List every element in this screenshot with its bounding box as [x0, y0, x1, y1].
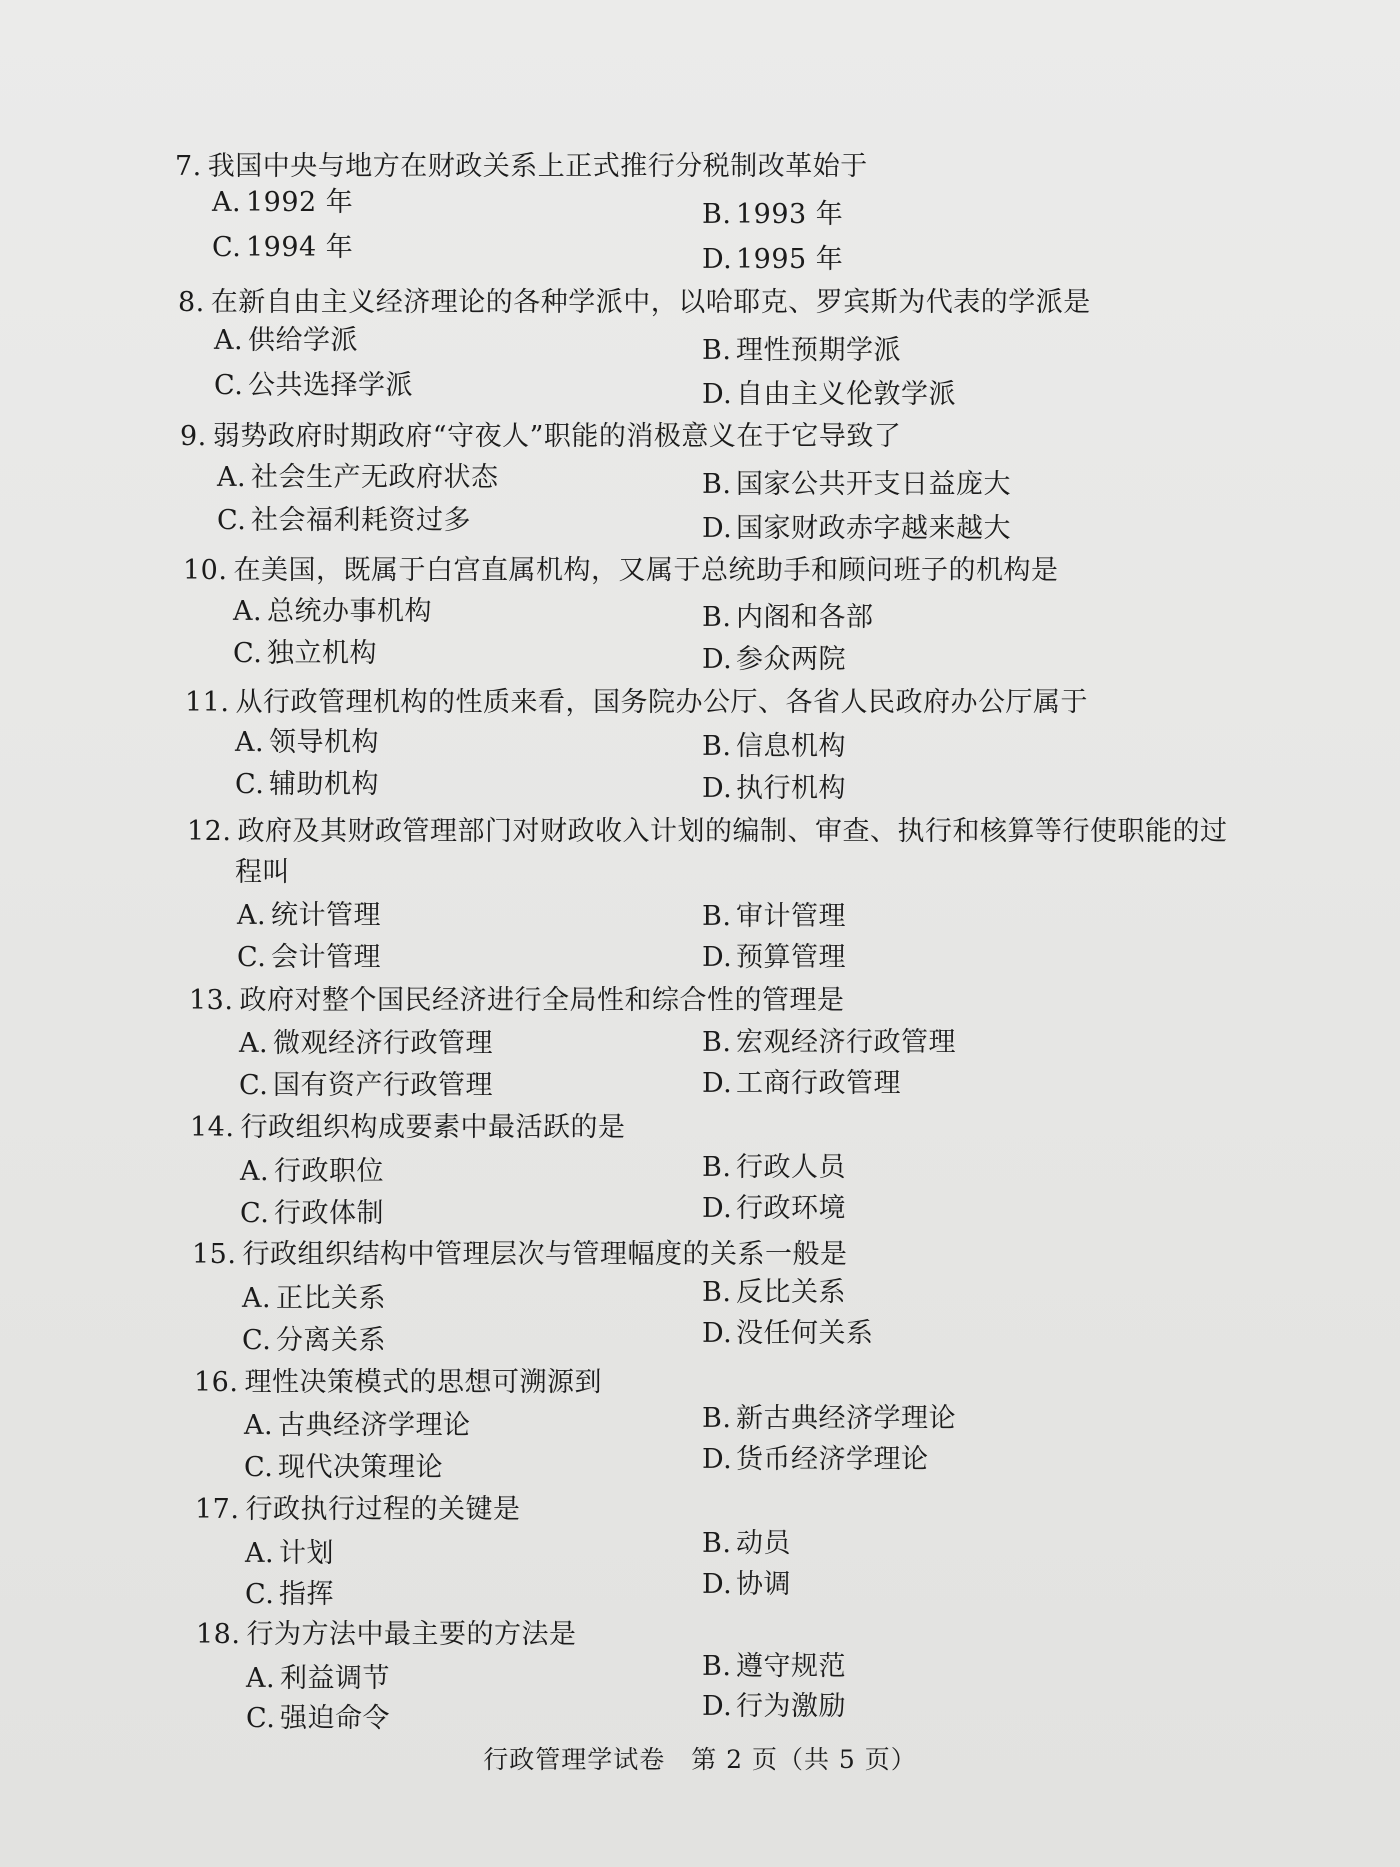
option-d [702, 512, 1011, 546]
question-number: 17. [195, 1494, 240, 1525]
option-a [212, 186, 353, 220]
question-stem [195, 1493, 520, 1527]
option-letter: B. [702, 1277, 732, 1308]
option-text: 没任何关系 [736, 1318, 874, 1349]
question-number: 18. [196, 1619, 241, 1650]
option-c [246, 1702, 390, 1736]
option-text: 反比关系 [736, 1277, 846, 1308]
option-letter: C. [245, 1579, 275, 1610]
option-d [702, 1192, 846, 1226]
option-b [702, 334, 901, 368]
option-letter: D. [702, 1068, 733, 1099]
option-text: 统计管理 [271, 900, 381, 931]
option-d [702, 1443, 929, 1477]
question-text: 从行政管理机构的性质来看，国务院办公厅、各省人民政府办公厅属于 [235, 687, 1088, 718]
option-letter: B. [702, 901, 732, 932]
option-c [245, 1578, 334, 1612]
option-letter: C. [240, 1198, 270, 1229]
question-stem [189, 984, 844, 1018]
option-text: 领导机构 [269, 727, 379, 758]
option-letter: C. [239, 1070, 269, 1101]
option-b [702, 1402, 956, 1436]
option-d [702, 243, 843, 277]
option-c [217, 504, 471, 538]
option-d [702, 378, 956, 412]
option-letter: A. [212, 187, 242, 218]
question-number: 14. [190, 1112, 235, 1143]
option-a [239, 1027, 493, 1061]
option-d [702, 1317, 874, 1351]
option-c [242, 1324, 386, 1358]
option-letter: B. [702, 731, 732, 762]
question-text: 行政执行过程的关键是 [245, 1494, 521, 1525]
option-b [702, 1527, 791, 1561]
option-c [233, 637, 377, 671]
question-text: 在美国，既属于白宫直属机构，又属于总统助手和顾问班子的机构是 [233, 555, 1059, 586]
option-text: 行政人员 [736, 1152, 846, 1183]
question-stem [185, 686, 1088, 720]
option-text: 正比关系 [276, 1283, 386, 1314]
option-text: 国家公共开支日益庞大 [736, 469, 1011, 500]
option-b [702, 468, 1011, 502]
option-letter: B. [702, 602, 732, 633]
option-text: 动员 [736, 1528, 791, 1559]
option-b [702, 1151, 846, 1185]
question-stem [178, 286, 1091, 320]
question-text: 在新自由主义经济理论的各种学派中，以哈耶克、罗宾斯为代表的学派是 [210, 287, 1091, 318]
option-text: 独立机构 [267, 638, 377, 669]
option-c [240, 1197, 384, 1231]
option-letter: B. [702, 335, 732, 366]
option-d [702, 772, 846, 806]
option-a [240, 1155, 384, 1189]
option-b [702, 1276, 846, 1310]
option-a [233, 595, 432, 629]
option-text: 总统办事机构 [267, 596, 432, 627]
option-letter: A. [237, 900, 267, 931]
option-text: 理性预期学派 [736, 335, 901, 366]
option-text: 古典经济学理论 [278, 1410, 471, 1441]
option-b [702, 1026, 956, 1060]
option-c [214, 369, 413, 403]
option-text: 行政体制 [274, 1198, 384, 1229]
option-letter: A. [242, 1283, 272, 1314]
question-stem [190, 1111, 625, 1145]
option-letter: A. [235, 727, 265, 758]
option-text: 1994 年 [246, 232, 354, 263]
question-number: 16. [194, 1367, 239, 1398]
question-text: 程叫 [235, 857, 290, 888]
option-text: 利益调节 [280, 1663, 390, 1694]
option-letter: D. [702, 644, 733, 675]
option-a [245, 1537, 334, 1571]
option-text: 新古典经济学理论 [736, 1403, 956, 1434]
option-a [244, 1409, 471, 1443]
question-number: 12. [187, 816, 232, 847]
option-a [242, 1282, 386, 1316]
option-c [237, 941, 381, 975]
option-letter: C. [242, 1325, 272, 1356]
question-text: 我国中央与地方在财政关系上正式推行分税制改革始于 [207, 151, 868, 182]
option-c [235, 768, 379, 802]
question-stem [187, 815, 1227, 849]
option-text: 公共选择学派 [248, 370, 413, 401]
option-letter: B. [702, 1651, 732, 1682]
option-text: 行政环境 [736, 1193, 846, 1224]
question-stem [180, 420, 901, 454]
page-footer: 行政管理学试卷 第 2 页（共 5 页） [483, 1745, 917, 1774]
option-letter: B. [702, 199, 732, 230]
option-letter: C. [233, 638, 263, 669]
option-c [239, 1069, 493, 1103]
option-letter: C. [237, 942, 267, 973]
option-letter: C. [212, 232, 242, 263]
option-d [702, 643, 846, 677]
option-letter: D. [702, 1691, 733, 1722]
option-text: 预算管理 [736, 942, 846, 973]
option-text: 内阁和各部 [736, 602, 874, 633]
question-stem [192, 1238, 847, 1272]
option-text: 工商行政管理 [736, 1068, 901, 1099]
option-b [702, 900, 846, 934]
option-text: 1992 年 [246, 187, 354, 218]
option-letter: C. [246, 1703, 276, 1734]
option-text: 国家财政赤字越来越大 [736, 513, 1011, 544]
option-b [702, 730, 846, 764]
option-text: 参众两院 [736, 644, 846, 675]
question-number: 8. [178, 287, 205, 318]
option-letter: B. [702, 1027, 732, 1058]
option-letter: B. [702, 1152, 732, 1183]
option-a [217, 461, 499, 495]
option-text: 货币经济学理论 [736, 1444, 929, 1475]
option-b [702, 601, 874, 635]
option-letter: A. [233, 596, 263, 627]
question-text: 行政组织构成要素中最活跃的是 [240, 1112, 626, 1143]
option-a [235, 726, 379, 760]
option-b [702, 1650, 846, 1684]
option-text: 1995 年 [736, 244, 844, 275]
question-text: 政府及其财政管理部门对财政收入计划的编制、审查、执行和核算等行使职能的过 [237, 816, 1228, 847]
option-letter: A. [244, 1410, 274, 1441]
option-c [244, 1451, 443, 1485]
option-letter: D. [702, 1193, 733, 1224]
option-letter: A. [239, 1028, 269, 1059]
option-d [702, 941, 846, 975]
option-letter: C. [244, 1452, 274, 1483]
option-d [702, 1067, 901, 1101]
option-text: 行政职位 [274, 1156, 384, 1187]
option-text: 社会福利耗资过多 [251, 505, 471, 536]
option-text: 社会生产无政府状态 [251, 462, 499, 493]
option-letter: B. [702, 469, 732, 500]
option-text: 会计管理 [271, 942, 381, 973]
question-stem [175, 150, 868, 184]
option-letter: A. [217, 462, 247, 493]
option-text: 协调 [736, 1569, 791, 1600]
option-text: 执行机构 [736, 773, 846, 804]
option-letter: D. [702, 942, 733, 973]
question-stem [194, 1366, 602, 1400]
option-text: 辅助机构 [269, 769, 379, 800]
option-letter: A. [245, 1538, 275, 1569]
option-letter: A. [240, 1156, 270, 1187]
option-text: 宏观经济行政管理 [736, 1027, 956, 1058]
option-text: 1993 年 [736, 199, 844, 230]
option-text: 强迫命令 [280, 1703, 390, 1734]
option-c [212, 231, 353, 265]
option-letter: D. [702, 513, 733, 544]
question-number: 9. [180, 421, 207, 452]
question-stem [196, 1618, 576, 1652]
option-a [246, 1662, 390, 1696]
option-text: 分离关系 [276, 1325, 386, 1356]
question-number: 11. [185, 687, 230, 718]
option-letter: C. [235, 769, 265, 800]
option-a [214, 324, 358, 358]
question-text-continued [235, 856, 290, 890]
question-text: 行政组织结构中管理层次与管理幅度的关系一般是 [242, 1239, 848, 1270]
question-number: 13. [189, 985, 234, 1016]
option-text: 自由主义伦敦学派 [736, 379, 956, 410]
option-text: 行为激励 [736, 1691, 846, 1722]
option-text: 遵守规范 [736, 1651, 846, 1682]
option-letter: C. [214, 370, 244, 401]
option-letter: A. [214, 325, 244, 356]
option-text: 审计管理 [736, 901, 846, 932]
question-number: 7. [175, 151, 202, 182]
question-text: 行为方法中最主要的方法是 [246, 1619, 577, 1650]
option-a [237, 899, 381, 933]
option-letter: D. [702, 1569, 733, 1600]
question-text: 政府对整个国民经济进行全局性和综合性的管理是 [239, 985, 845, 1016]
option-text: 信息机构 [736, 731, 846, 762]
option-d [702, 1568, 791, 1602]
question-text: 理性决策模式的思想可溯源到 [244, 1367, 602, 1398]
option-letter: A. [246, 1663, 276, 1694]
option-text: 指挥 [279, 1579, 334, 1610]
option-text: 微观经济行政管理 [273, 1028, 493, 1059]
option-letter: B. [702, 1528, 732, 1559]
option-text: 现代决策理论 [278, 1452, 443, 1483]
option-text: 计划 [279, 1538, 334, 1569]
question-number: 15. [192, 1239, 237, 1270]
option-letter: D. [702, 773, 733, 804]
question-text: 弱势政府时期政府“守夜人”职能的消极意义在于它导致了 [212, 421, 902, 452]
option-text: 国有资产行政管理 [273, 1070, 493, 1101]
option-letter: C. [217, 505, 247, 536]
question-stem [183, 554, 1058, 588]
option-letter: D. [702, 1444, 733, 1475]
option-text: 供给学派 [248, 325, 358, 356]
option-letter: D. [702, 379, 733, 410]
option-d [702, 1690, 846, 1724]
option-letter: B. [702, 1403, 732, 1434]
option-b [702, 198, 843, 232]
option-letter: D. [702, 1318, 733, 1349]
option-letter: D. [702, 244, 733, 275]
question-number: 10. [183, 555, 228, 586]
